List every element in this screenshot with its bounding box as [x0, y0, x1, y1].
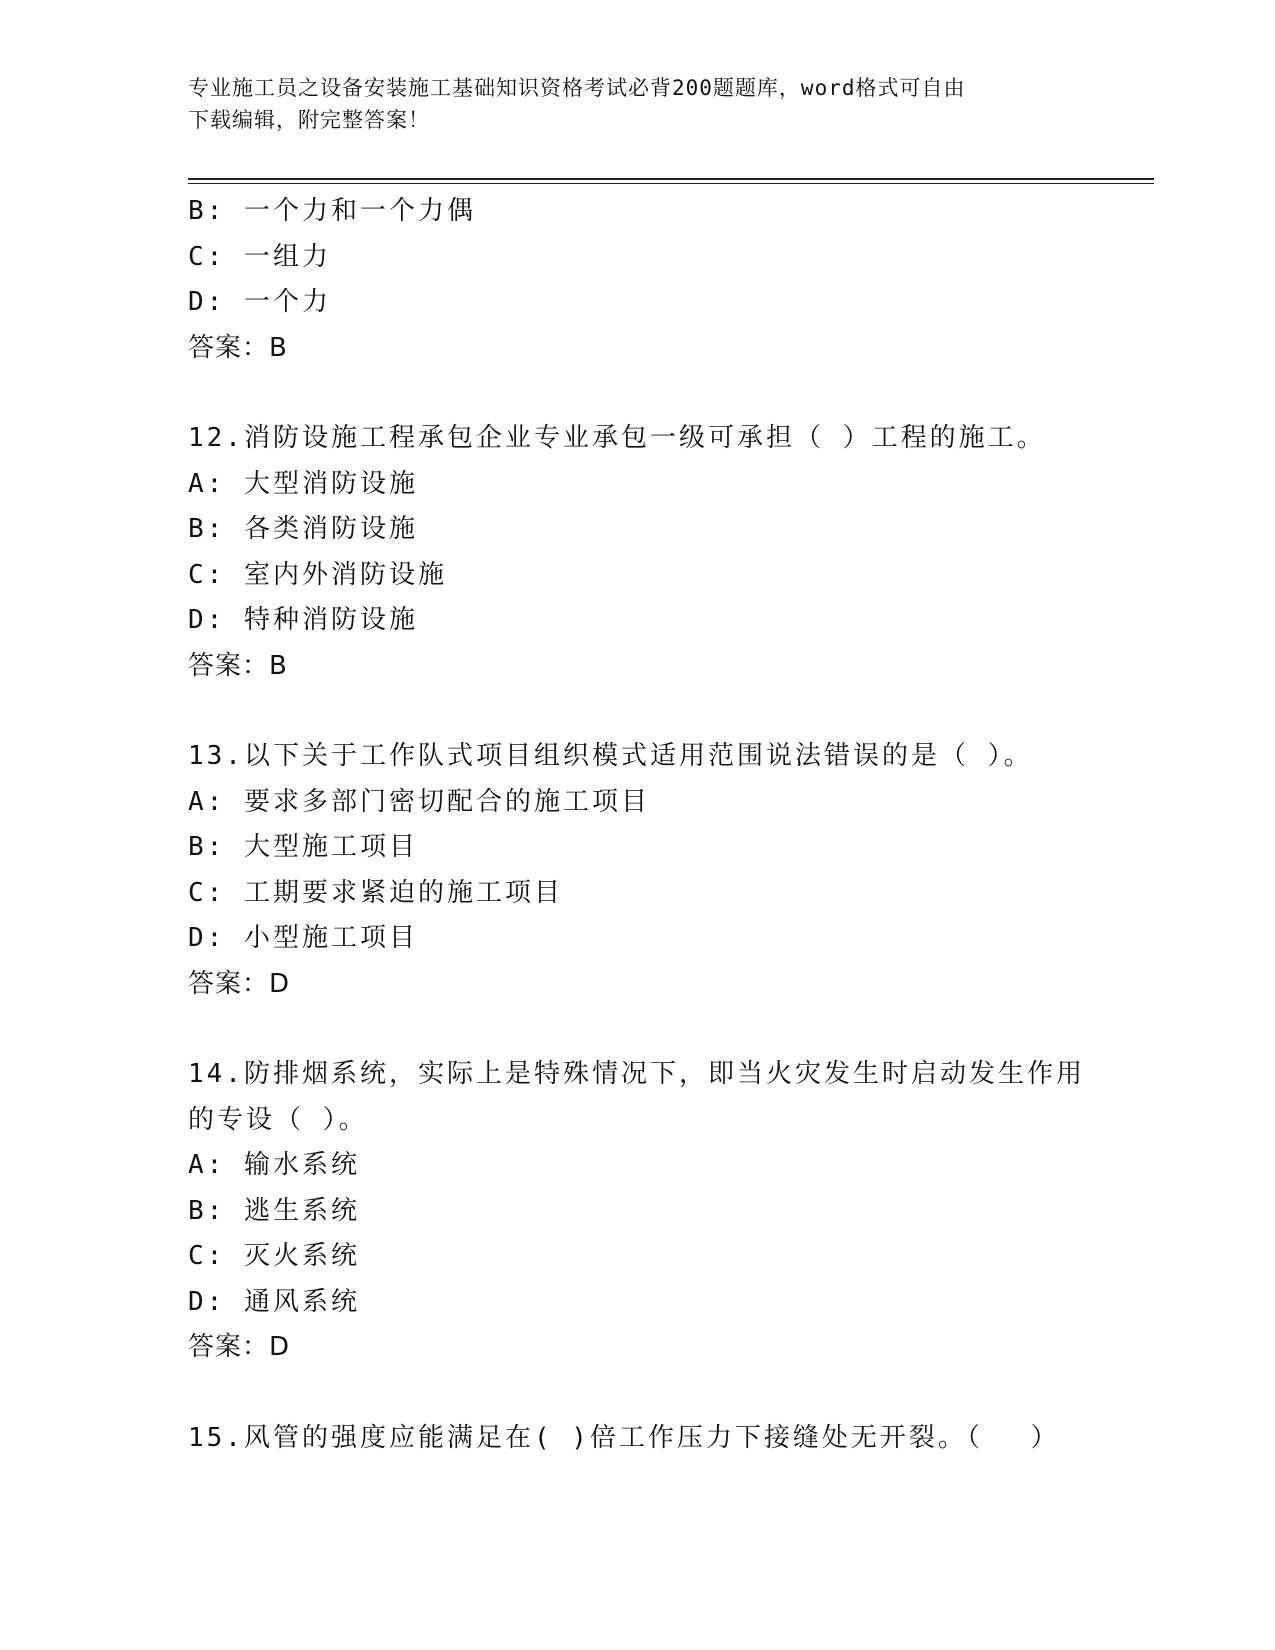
- question-13: [188, 734, 1088, 1007]
- option-c: C: 一组力: [188, 241, 331, 272]
- answer: 答案：D: [188, 1332, 291, 1362]
- option-c: C: 灭火系统: [188, 1241, 360, 1271]
- option-a: A: 大型消防设施: [188, 468, 418, 499]
- option-b: B: 各类消防设施: [188, 514, 418, 544]
- option-b: B: 大型施工项目: [188, 832, 418, 862]
- answer: 答案：B: [188, 332, 288, 363]
- question-stem-continued: 的专设（ ）。: [188, 1104, 368, 1135]
- question-stem: 14.防排烟系统，实际上是特殊情况下，即当火灾发生时启动发生作用: [188, 1059, 1085, 1089]
- question-stem: 13.以下关于工作队式项目组织模式适用范围说法错误的是（ ）。: [188, 741, 1033, 771]
- option-c: C: 工期要求紧迫的施工项目: [188, 877, 563, 908]
- question-list: [188, 189, 1088, 1461]
- answer: 答案：B: [188, 650, 288, 681]
- option-d: D: 特种消防设施: [188, 605, 418, 635]
- option-a: A: 要求多部门密切配合的施工项目: [188, 786, 650, 817]
- header-line-2: 下载编辑，附完整答案！: [188, 108, 430, 132]
- header-rule-thick: [188, 178, 1154, 180]
- header-line-1: 专业施工员之设备安装施工基础知识资格考试必背200题题库，word格式可自由: [188, 76, 966, 100]
- header-rule-thin: [188, 183, 1154, 184]
- question-15: [188, 1416, 1088, 1462]
- option-d: D: 通风系统: [188, 1286, 360, 1317]
- option-c: C: 室内外消防设施: [188, 559, 447, 590]
- option-d: D: 小型施工项目: [188, 923, 418, 953]
- option-d: D: 一个力: [188, 287, 331, 317]
- question-12: [188, 416, 1088, 689]
- option-b: B: 一个力和一个力偶: [188, 196, 476, 226]
- question-stem: 15.风管的强度应能满足在( )倍工作压力下接缝处无开裂。（ ）: [188, 1422, 1060, 1453]
- question-14: [188, 1052, 1088, 1371]
- document-header: [188, 72, 1068, 136]
- option-b: B: 逃生系统: [188, 1195, 360, 1226]
- question-stem: 12.消防设施工程承包企业专业承包一级可承担（ ）工程的施工。: [188, 423, 1046, 453]
- option-a: A: 输水系统: [188, 1150, 360, 1180]
- question-11-continued: [188, 189, 1088, 371]
- answer: 答案：D: [188, 968, 291, 999]
